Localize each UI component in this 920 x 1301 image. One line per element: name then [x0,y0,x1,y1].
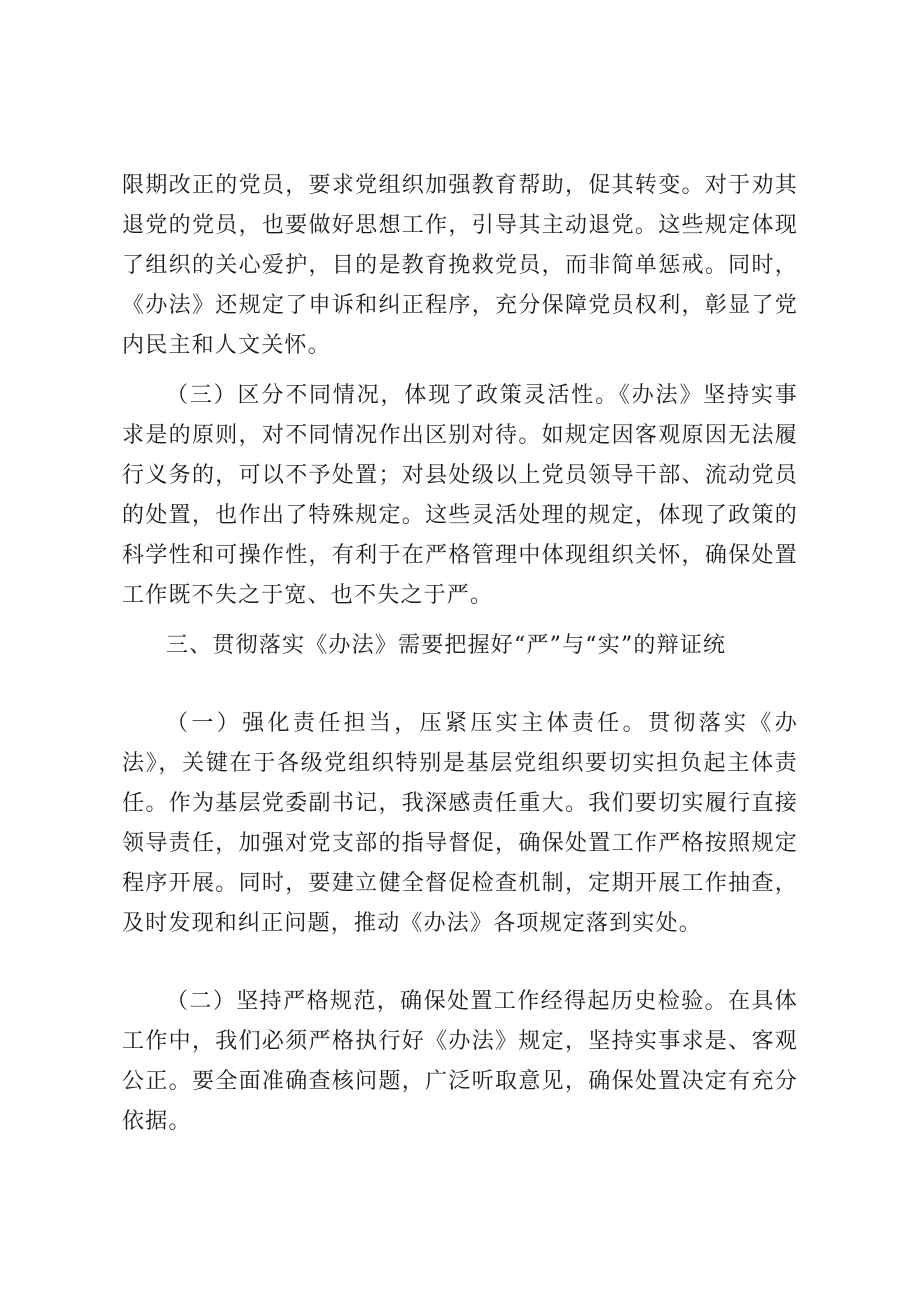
section-heading-three: 三、贯彻落实《办法》需要把握好“严”与“实”的辩证统 [166,633,727,658]
paragraph-continuation: 限期改正的党员，要求党组织加强教育帮助，促其转变。对于劝其退党的党员，也要做好思想工作，引导其主动退党。这些规定体现了组织的关心爱护，目的是教育挽救党员，而非简单惩戒。同时，《办法》还规定了申诉和纠正程序，充分保障党员权利，彰显了党内民主和人文关怀。 [122,173,798,358]
paragraph-subsection-one: （一）强化责任担当，压紧压实主体责任。贯彻落实《办法》，关键在于各级党组织特别是基层党组织要切实担负起主体责任。作为基层党委副书记，我深感责任重大。我们要切实履行直接领导责任，加强对党支部的指导督促，确保处置工作严格按照规定程序开展。同时，要建立健全督促检查机制，定期开展工作抽查，及时发现和纠正问题，推动《办法》各项规定落到实处。 [122,711,798,936]
paragraph-subsection-two: （二）坚持严格规范，确保处置工作经得起历史检验。在具体工作中，我们必须严格执行好《办法》规定，坚持实事求是、客观公正。要全面准确查核问题，广泛听取意见，确保处置决定有充分依据。 [122,989,798,1134]
document-body [122,166,798,1142]
heading-gap [122,666,798,704]
paragraph-gap [122,944,798,982]
paragraph-gap [122,616,798,626]
paragraph-section-three: （三）区分不同情况，体现了政策灵活性。《办法》坚持实事求是的原则，对不同情况作出区别对待。如规定因客观原因无法履行义务的，可以不予处置；对县处级以上党员领导干部、流动党员的处置，也作出了特殊规定。这些灵活处理的规定，体现了政策的科学性和可操作性，有利于在严格管理中体现组织关怀，确保处置工作既不失之于宽、也不失之于严。 [122,383,798,608]
paragraph-gap [122,366,798,376]
